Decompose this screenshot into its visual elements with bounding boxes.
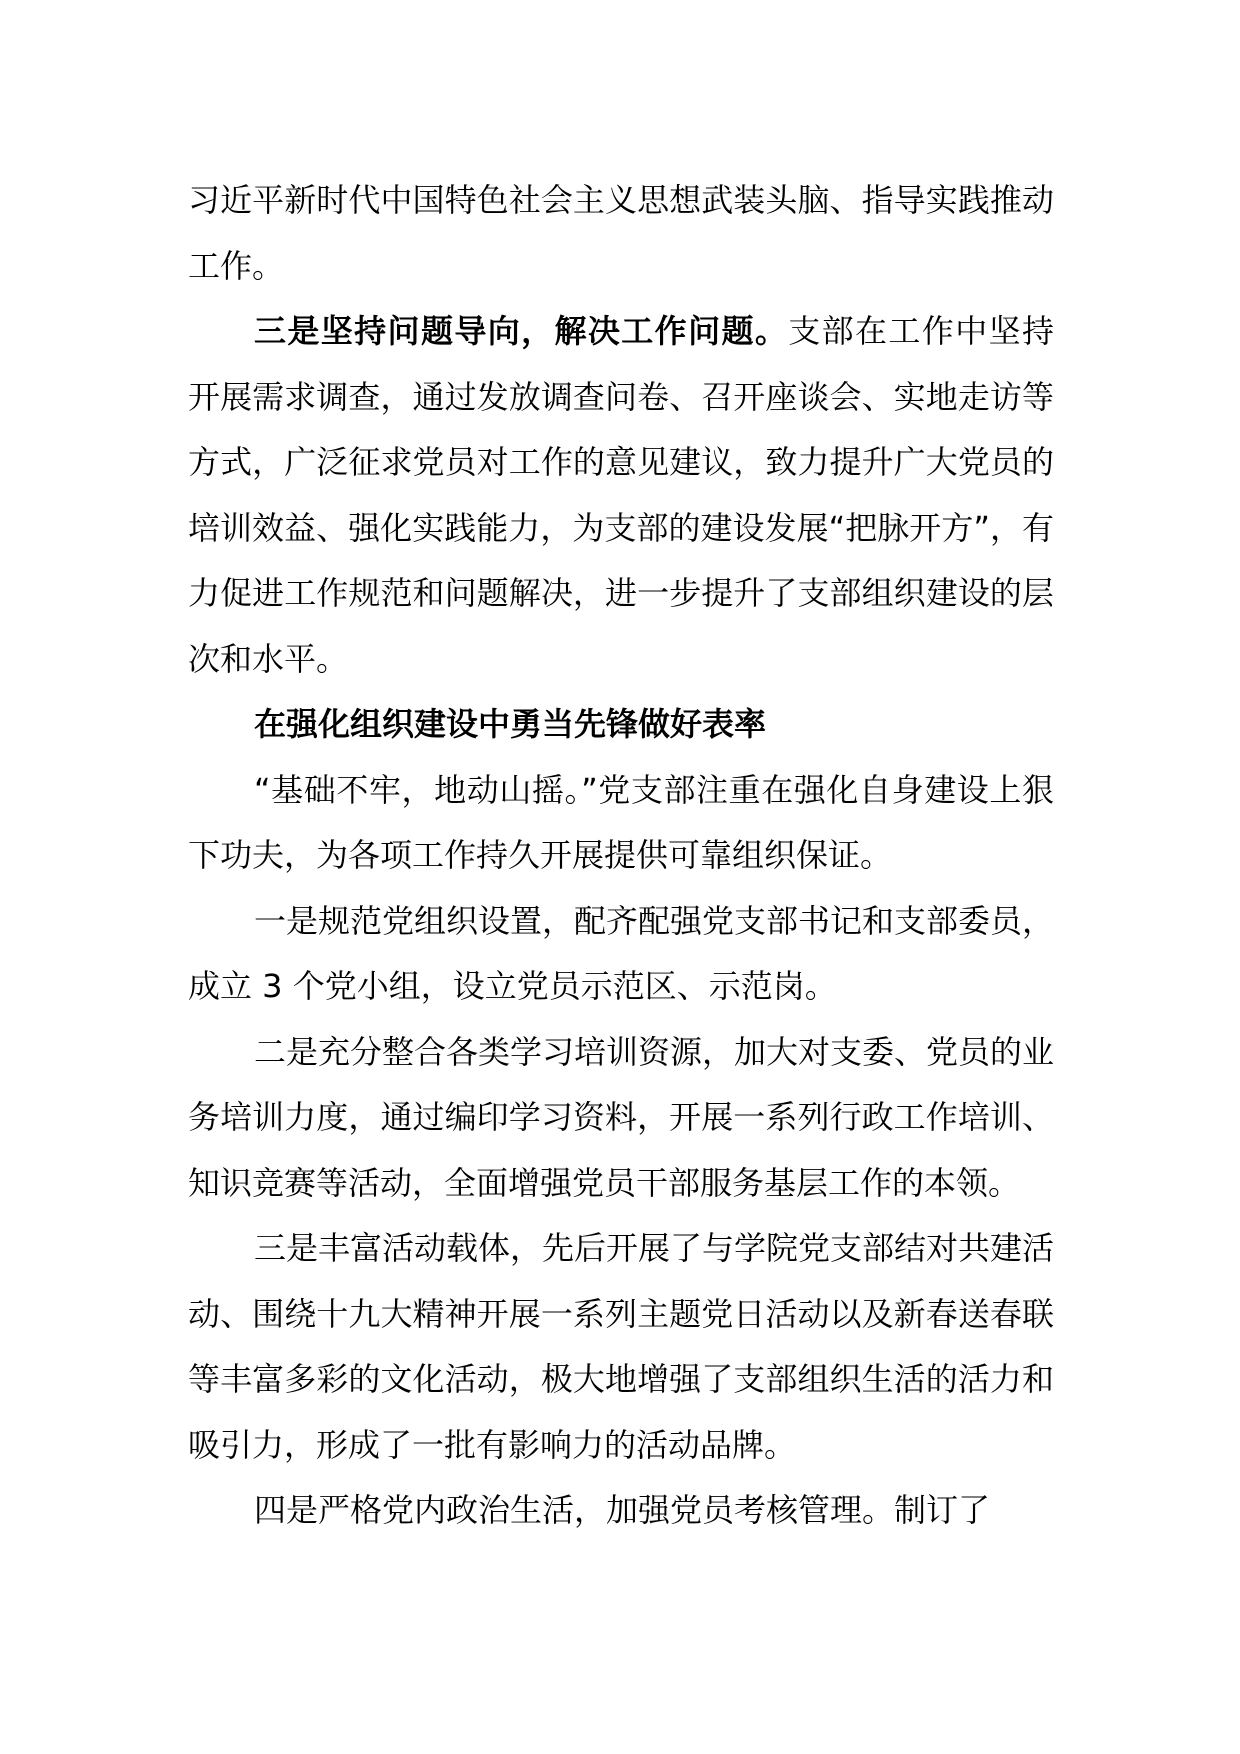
paragraph-2 xyxy=(188,299,1054,692)
paragraph-3: “基础不牢，地动山摇。”党支部注重在强化自身建设上狠下功夫，为各项工作持久开展提供可靠组织保证。 xyxy=(188,770,1054,874)
paragraph-1: 习近平新时代中国特色社会主义思想武装头脑、指导实践推动工作。 xyxy=(188,181,1054,285)
paragraph-7: 四是严格党内政治生活，加强党员考核管理。制订了 xyxy=(254,1491,991,1529)
section-heading: 在强化组织建设中勇当先锋做好表率 xyxy=(254,705,767,743)
document-page xyxy=(188,168,1054,1544)
paragraph-5: 二是充分整合各类学习培训资源，加大对支委、党员的业务培训力度，通过编印学习资料，开展一系列行政工作培训、知识竞赛等活动，全面增强党员干部服务基层工作的本领。 xyxy=(188,1032,1055,1202)
paragraph-4: 一是规范党组织设置，配齐配强党支部书记和支部委员，成立 3 个党小组，设立党员示范区、示范岗。 xyxy=(188,901,1055,1005)
paragraph-6: 三是丰富活动载体，先后开展了与学院党支部结对共建活动、围绕十九大精神开展一系列主题党日活动以及新春送春联等丰富多彩的文化活动，极大地增强了支部组织生活的活力和吸引力，形成了一批有影响力的活动品牌。 xyxy=(188,1229,1055,1464)
paragraph-2-body: 支部在工作中坚持开展需求调查，通过发放调查问卷、召开座谈会、实地走访等方式，广泛征求党员对工作的意见建议，致力提升广大党员的培训效益、强化实践能力，为支部的建设发展“把脉开方”，有力促进工作规范和问题解决，进一步提升了支部组织建设的层次和水平。 xyxy=(188,312,1054,678)
paragraph-2-lead: 三是坚持问题导向，解决工作问题。 xyxy=(254,312,789,350)
